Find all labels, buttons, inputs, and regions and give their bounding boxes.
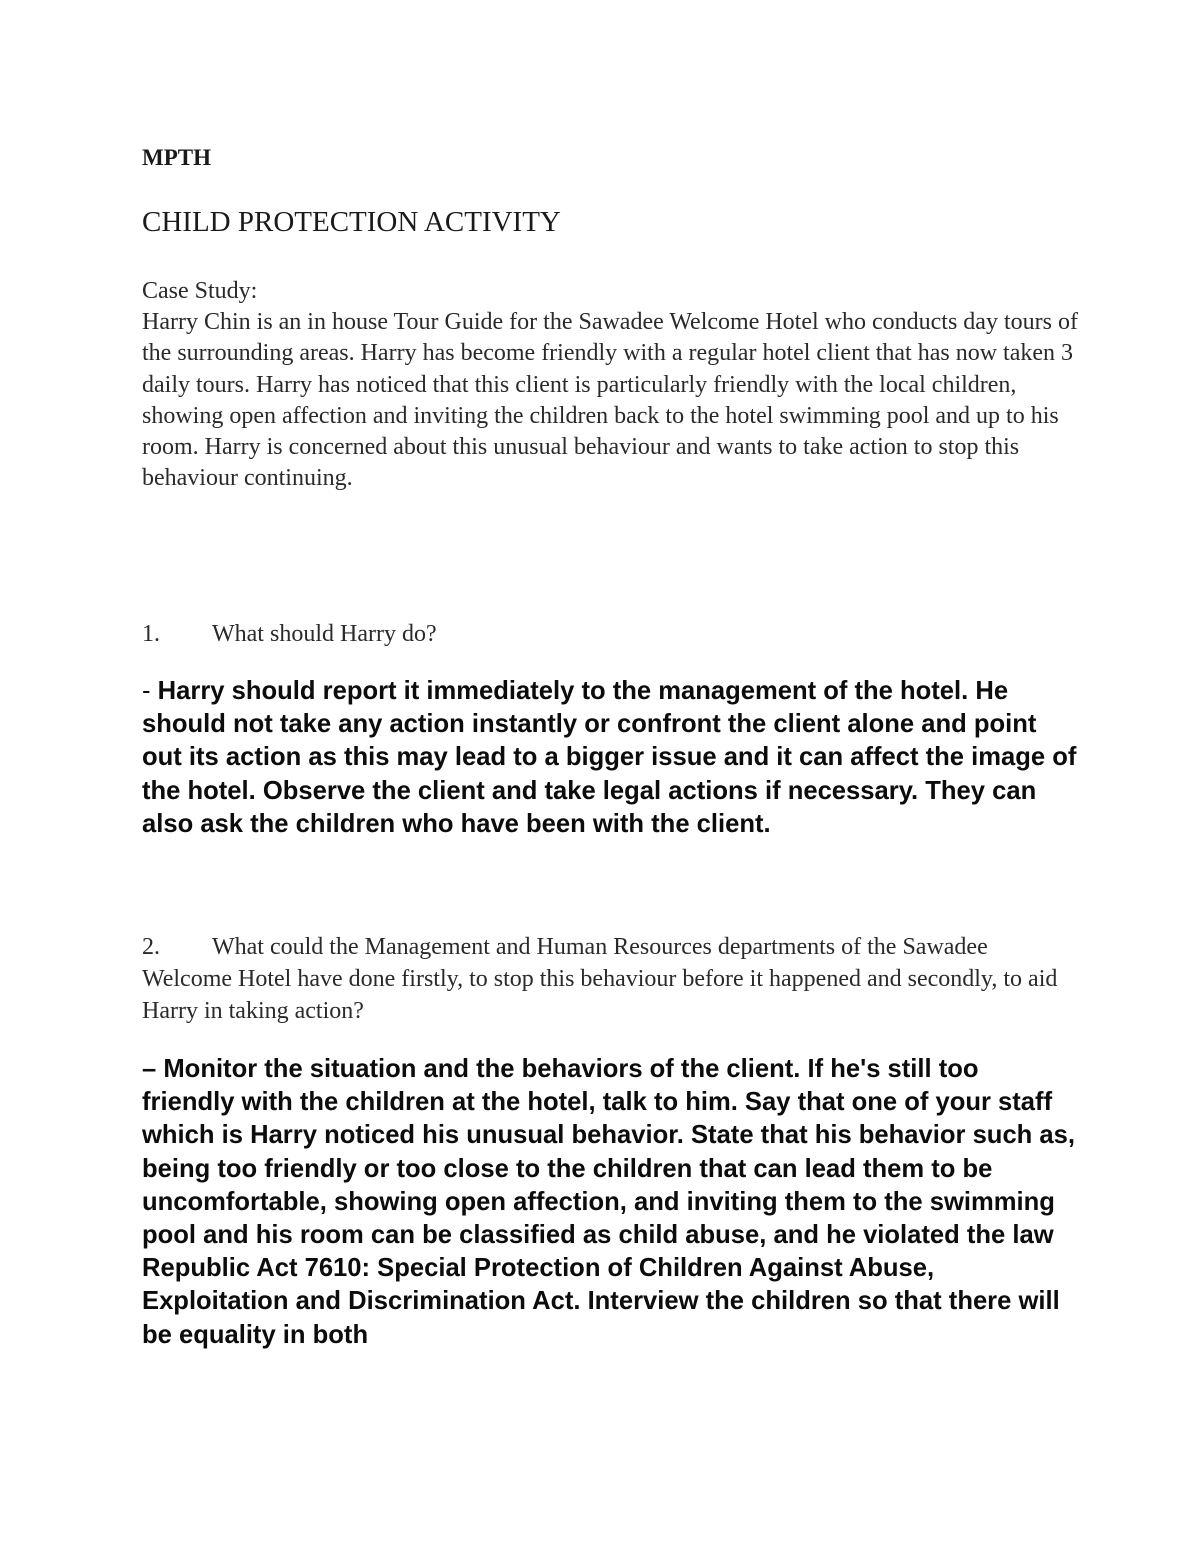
answer-1-prefix: - bbox=[142, 677, 151, 705]
question-2 bbox=[142, 931, 1072, 1027]
answer-2-prefix: – bbox=[142, 1055, 157, 1083]
question-2-text: What could the Management and Human Resources departments of the Sawadee Welcome Hotel have done firstly, to stop this behaviour before it happened and secondly, to aid Harry in taking action? bbox=[142, 934, 1058, 1024]
answer-2-text: Monitor the situation and the behaviors of the client. If he's still too friendly with the children at the hotel, talk to him. Say that one of your staff which is Harry noticed his unusual behavior. State that his behavior such as, being too friendly or too close to the children that can lead them to be uncomfortable, showing open affection, and inviting them to the swimming pool and his room can be classified as child abuse, and he violated the law Republic Act 7610: Special Protection of Children Against Abuse, Exploitation and Discrimination Act. Interview the children so that there will be equality in both bbox=[142, 1055, 1075, 1349]
question-2-number: 2. bbox=[142, 934, 160, 960]
case-study-label: Case Study: bbox=[142, 278, 258, 304]
question-1-number: 1. bbox=[142, 621, 160, 647]
case-study-text: Harry Chin is an in house Tour Guide for the Sawadee Welcome Hotel who conducts day tours of the surrounding areas. Harry has become friendly with a regular hotel client that has now taken 3 daily tours. Harry has noticed that this client is particularly friendly with the local children, showing open affection and inviting the children back to the hotel swimming pool and up to his room. Harry is concerned about this unusual behaviour and wants to take action to stop this behaviour continuing. bbox=[142, 309, 1078, 492]
document-title: CHILD PROTECTION ACTIVITY bbox=[142, 206, 561, 238]
course-code: MPTH bbox=[142, 145, 211, 170]
question-1 bbox=[142, 618, 1072, 650]
answer-1 bbox=[142, 675, 1077, 841]
answer-1-text: Harry should report it immediately to the management of the hotel. He should not take any action instantly or confront the client alone and point out its action as this may lead to a bigger issue and it can affect the image of the hotel. Observe the client and take legal actions if necessary. They can also ask the children who have been with the client. bbox=[142, 677, 1077, 838]
question-1-text: What should Harry do? bbox=[212, 621, 437, 647]
answer-2 bbox=[142, 1053, 1077, 1352]
